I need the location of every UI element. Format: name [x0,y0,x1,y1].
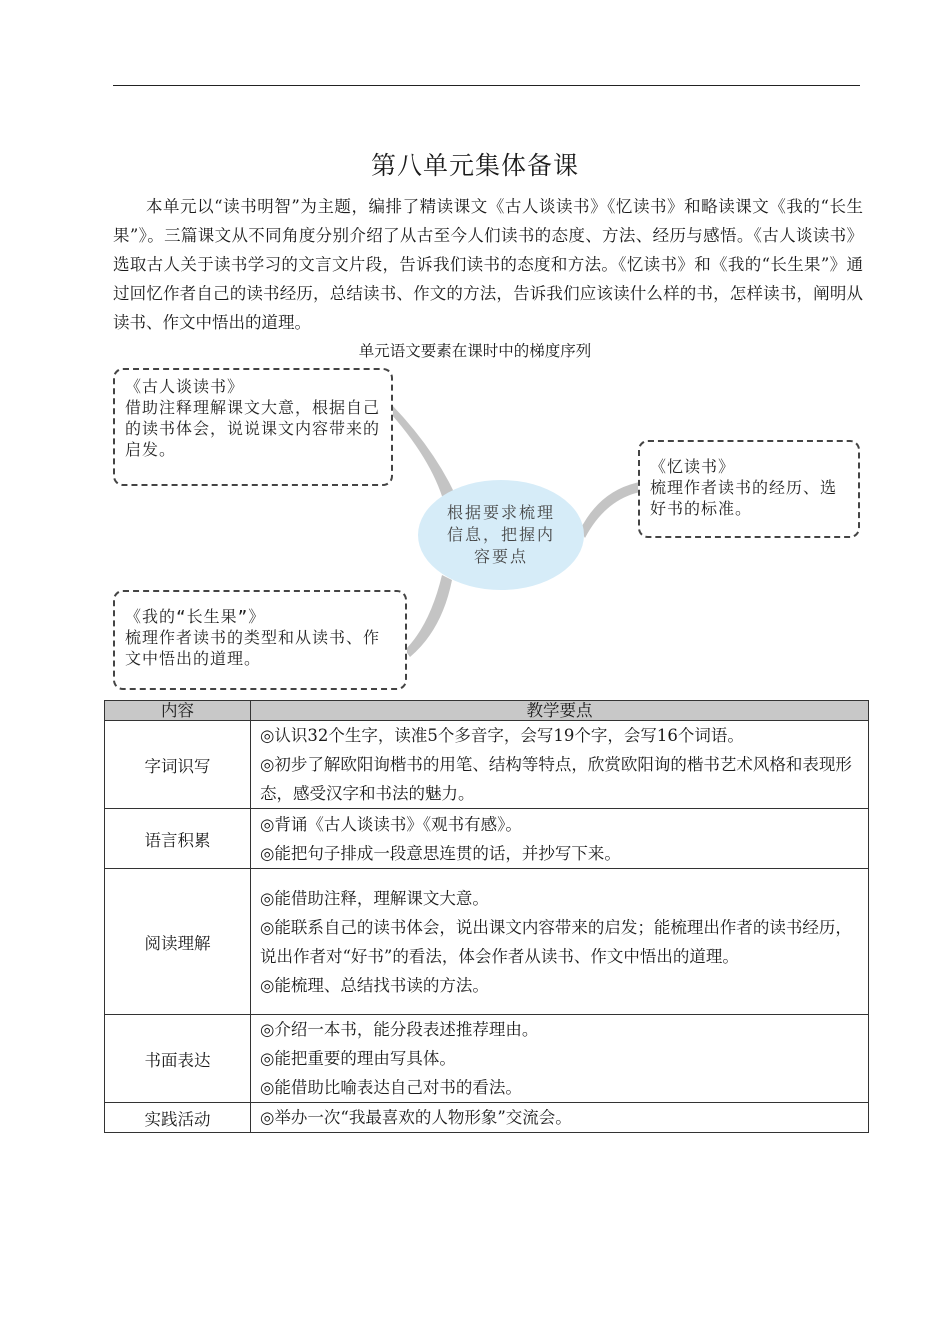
lesson-text: 梳理作者读书的经历、选好书的标准。 [650,478,838,518]
lesson-box-gurentan [113,368,393,486]
row-points [251,809,869,869]
point: ◎能借助比喻表达自己对书的看法。 [260,1078,522,1097]
row-category: 语言积累 [105,809,251,869]
lesson-text: 借助注释理解课文大意，根据自己的读书体会，说说课文内容带来的启发。 [125,398,381,459]
point: ◎能把句子排成一段意思连贯的话，并抄写下来。 [260,843,621,863]
branch-right [580,482,640,538]
table-row [105,809,869,869]
point: ◎背诵《古人谈读书》《观书有感》。 [260,814,522,834]
point: ◎初步了解欧阳询楷书的用笔、结构等特点，欣赏欧阳询的楷书艺术风格和表现形态，感受汉字和书法的魅力。 [260,755,852,803]
row-points [251,1103,869,1133]
lesson-text: 梳理作者读书的类型和从读书、作文中悟出的道理。 [125,628,381,668]
page-title: 第八单元集体备课 [370,151,579,180]
table-row [105,869,869,1015]
teaching-points-table [104,700,869,1133]
lesson-box-changshengguo [113,590,407,690]
point: ◎能联系自己的读书体会，说出课文内容带来的启发；能梳理出作者的读书经历，说出作者对“好书”的看法，体会作者从读书、作文中悟出的道理。 [260,917,852,966]
row-points [251,869,869,1015]
row-points [251,1015,869,1103]
branch-bottom-left [405,575,452,657]
row-points [251,721,869,809]
table-row [105,1103,869,1133]
mind-map [0,360,950,700]
table-row [105,1015,869,1103]
point: ◎认识32个生字，读准5个多音字，会写19个字，会写16个词语。 [260,726,744,745]
point: ◎能梳理、总结找书读的方法。 [260,975,489,995]
header-rule [113,85,860,86]
row-category: 阅读理解 [105,869,251,1015]
lesson-title: 《我的“长生果”》 [125,607,266,626]
mind-map-center [418,480,584,590]
point: ◎介绍一本书，能分段表述推荐理由。 [260,1020,539,1039]
mindmap-caption: 单元语文要素在课时中的梯度序列 [358,342,592,360]
point: ◎能借助注释，理解课文大意。 [260,888,489,908]
row-category: 实践活动 [105,1103,251,1133]
row-category: 字词识写 [105,721,251,809]
intro-paragraph [113,192,863,337]
point: ◎能把重要的理由写具体。 [260,1049,456,1068]
row-category: 书面表达 [105,1015,251,1103]
lesson-title: 《忆读书》 [650,457,736,476]
intro-text: 本单元以“读书明智”为主题，编排了精读课文《古人谈读书》《忆读书》和略读课文《我的“长生果”》。三篇课文从不同角度分别介绍了从古至今人们读书的态度、方法、经历与感悟。《古人谈读书》选取古人关于读书学习的文言文片段，告诉我们读书的态度和方法。《忆读书》和《我的“长生果”》通过回忆作者自己的读书经历，总结读书、作文的方法，告诉我们应该读什么样的书，怎样读书，阐明从读书、作文中悟出的道理。 [113,197,863,332]
header-teaching-points: 教学要点 [251,701,869,721]
table-header-row [105,701,869,721]
center-text: 根据要求梳理信息，把握内容要点 [446,503,555,566]
point: ◎举办一次“我最喜欢的人物形象”交流会。 [260,1108,572,1127]
lesson-title: 《古人谈读书》 [125,377,245,396]
table-row [105,721,869,809]
header-content: 内容 [105,701,251,721]
lesson-box-yidushu [638,440,860,538]
